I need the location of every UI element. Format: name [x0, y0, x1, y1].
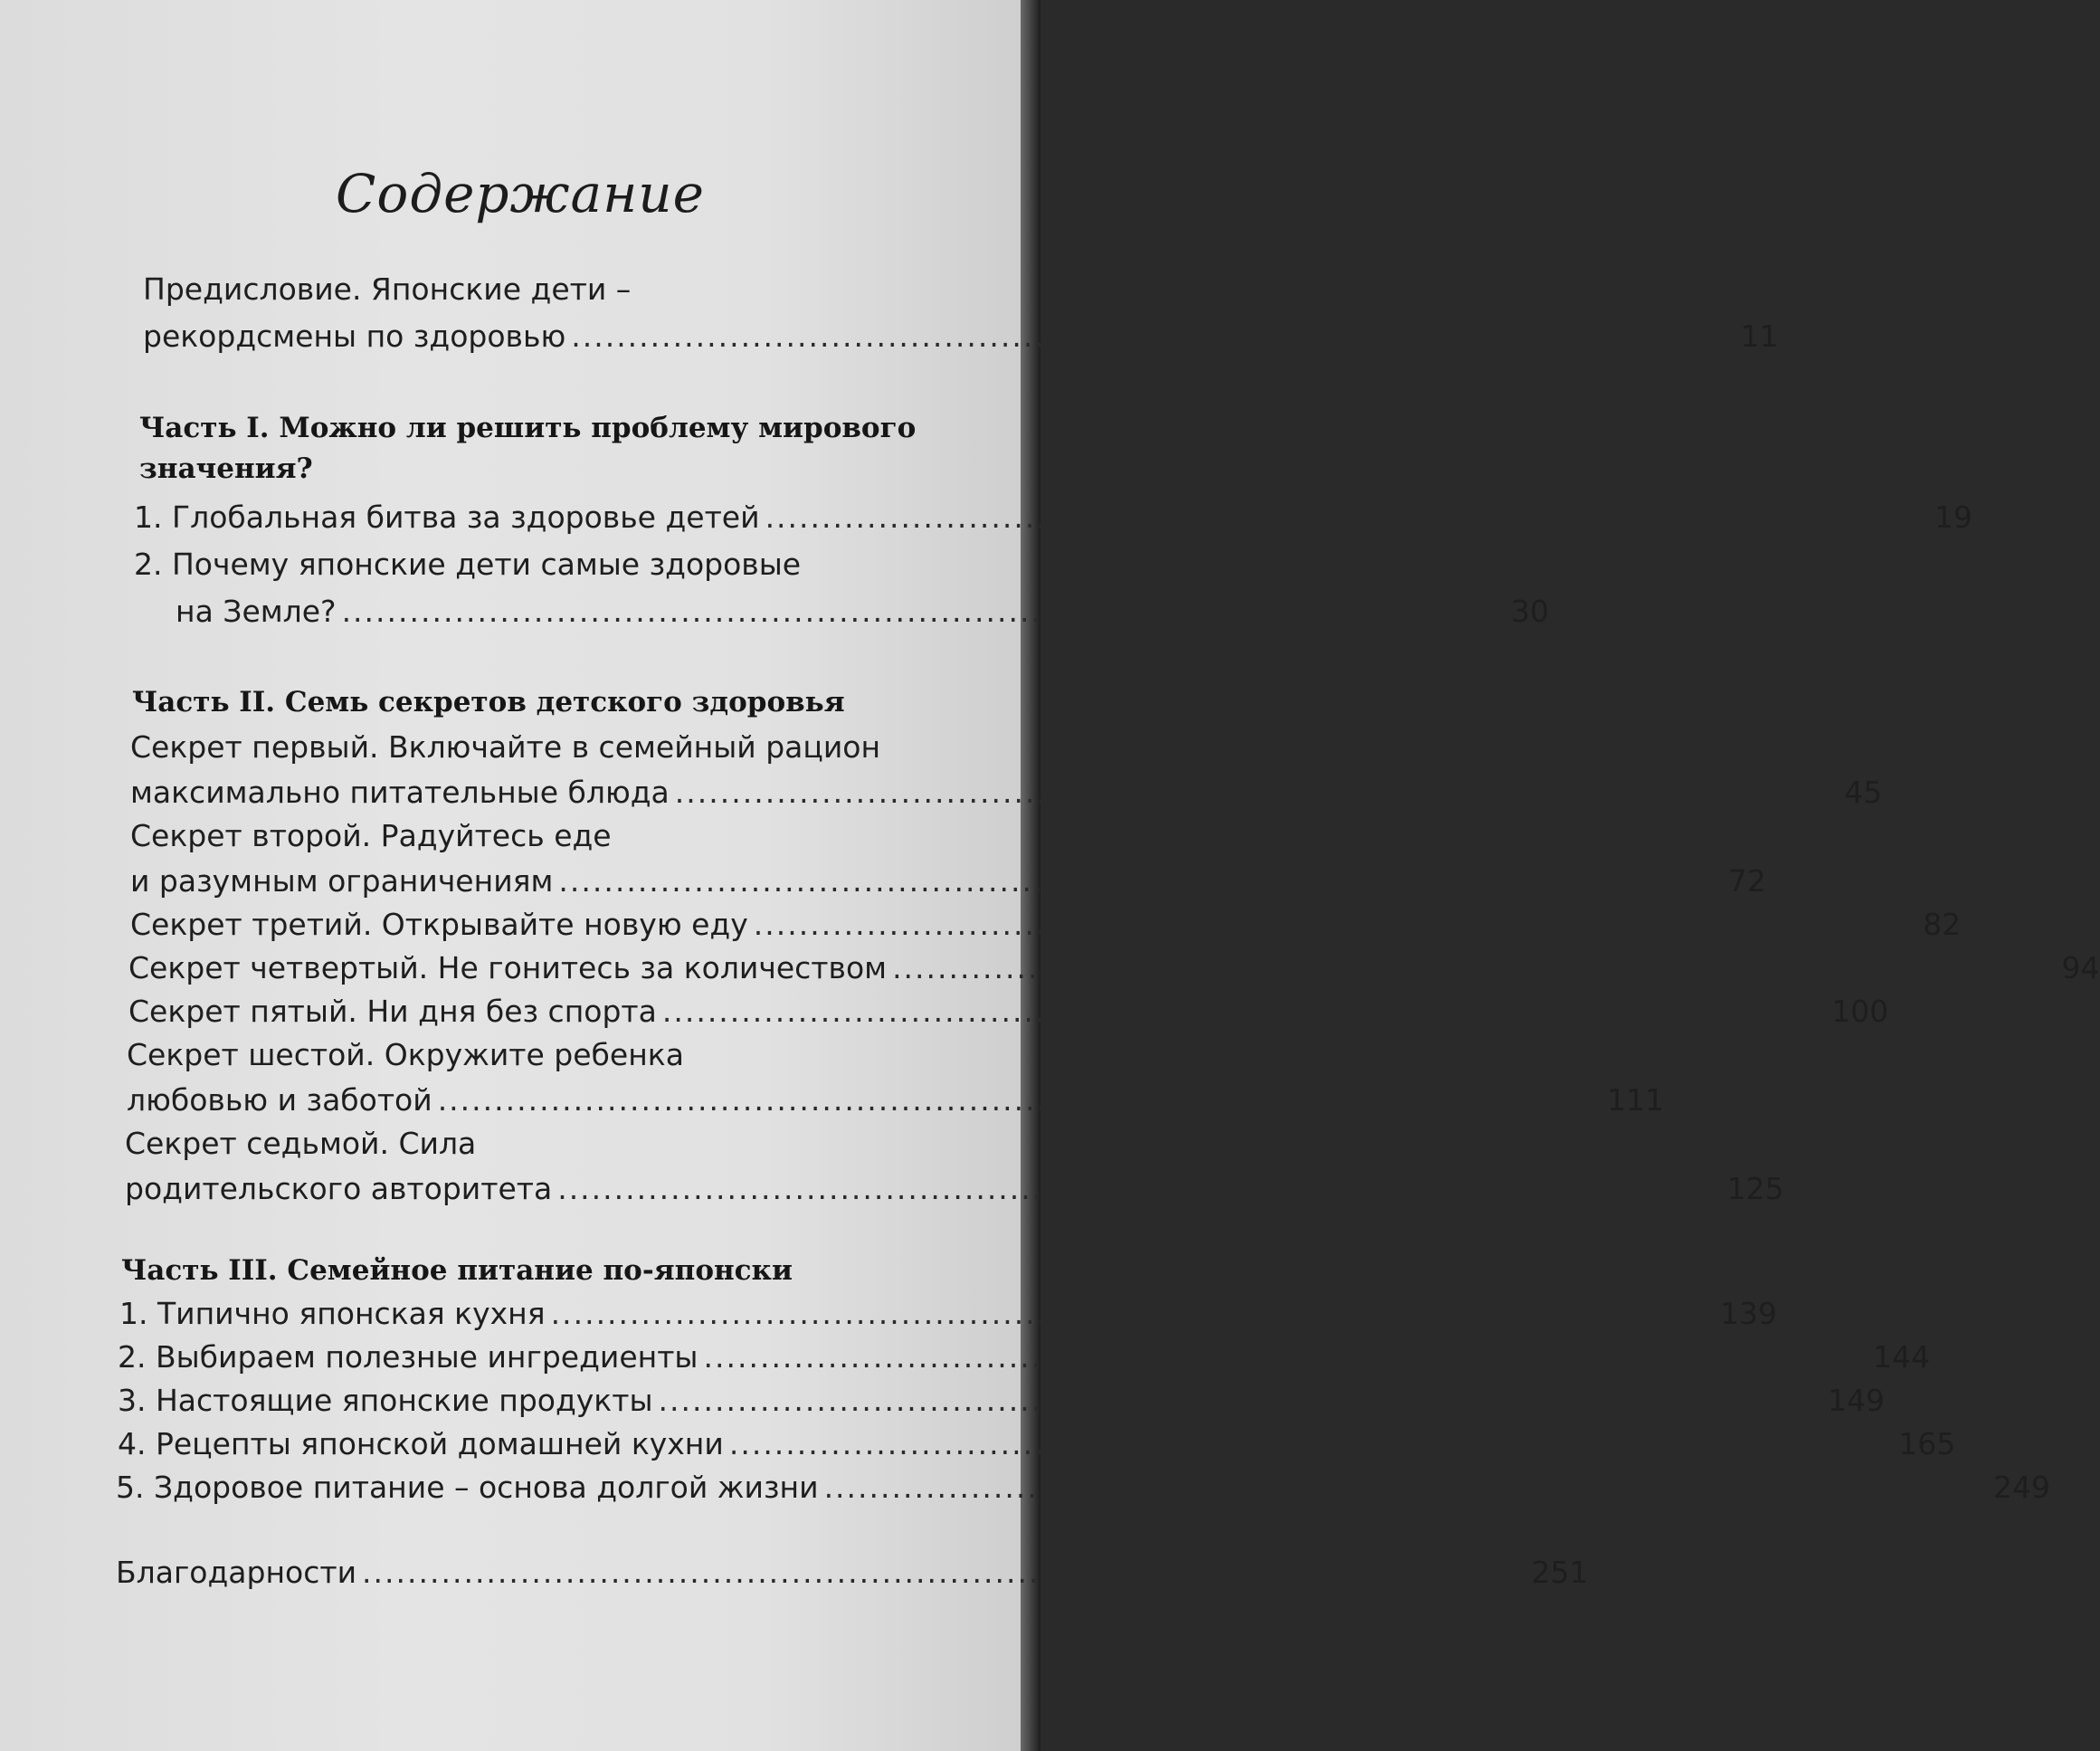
toc-entry-part1-1[interactable]: 1. Глобальная битва за здоровье детей ....................................................................................................... 19: [134, 500, 1973, 535]
toc-title: Содержание: [336, 163, 705, 224]
page-number: 30: [1511, 594, 1550, 629]
toc-entry-part3-2[interactable]: 2. Выбираем полезные ингредиенты ....................................................................................................... 144: [118, 1339, 1930, 1375]
toc-entry-secret-1-line1: Секрет первый. Включайте в семейный рацион: [130, 729, 881, 765]
page-number: 19: [1934, 500, 1973, 535]
page-number: 249: [1993, 1470, 2051, 1505]
toc-entry-secret-6-line1: Секрет шестой. Окружите ребенка: [127, 1037, 684, 1072]
toc-entry-secret-7-line1: Секрет седьмой. Сила: [125, 1126, 477, 1161]
page-number: 82: [1923, 907, 1962, 942]
toc-entry-secret-1[interactable]: максимально питательные блюда ....................................................................................................... 45: [130, 775, 1883, 810]
page-number: 251: [1531, 1555, 1589, 1590]
toc-entry-part3-1[interactable]: 1. Типично японская кухня ....................................................................................................... 139: [119, 1296, 1778, 1331]
toc-entry-part3-4[interactable]: 4. Рецепты японской домашней кухни ....................................................................................................... 165: [118, 1426, 1956, 1461]
toc-entry-preface[interactable]: рекордсмены по здоровью ....................................................................................................... 11: [143, 319, 1779, 354]
page-number: 111: [1607, 1082, 1665, 1118]
toc-entry-secret-4[interactable]: Секрет четвертый. Не гонитесь за количеством ....................................................................................................... 94: [128, 950, 2100, 985]
page-number: 100: [1831, 994, 1889, 1029]
toc-entry-secret-5[interactable]: Секрет пятый. Ни дня без спорта ....................................................................................................... 100: [128, 994, 1889, 1029]
toc-entry-acknowledgements[interactable]: Благодарности ....................................................................................................... 251: [116, 1555, 1589, 1590]
part-1-heading: Часть I. Можно ли решить проблему мирового: [139, 412, 917, 444]
page-number: 94: [2061, 950, 2100, 985]
part-3-heading: Часть III. Семейное питание по-японски: [121, 1254, 793, 1287]
toc-entry-part1-2-line1: 2. Почему японские дети самые здоровые: [134, 547, 802, 582]
toc-entry-part3-5[interactable]: 5. Здоровое питание – основа долгой жизни ....................................................................................................... 249: [116, 1470, 2051, 1505]
toc-entry-secret-7[interactable]: родительского авторитета ....................................................................................................... 125: [125, 1171, 1784, 1206]
toc-entry-secret-2-line1: Секрет второй. Радуйтесь еде: [130, 818, 612, 853]
page-number: 139: [1720, 1296, 1778, 1331]
part-2-heading: Часть II. Семь секретов детского здоровья: [132, 686, 845, 718]
toc-entry-part3-3[interactable]: 3. Настоящие японские продукты ....................................................................................................... 149: [118, 1383, 1885, 1418]
part-1-heading-line2: значения?: [139, 452, 313, 485]
page-number: 11: [1740, 319, 1779, 354]
page-number: 125: [1726, 1171, 1784, 1206]
toc-entry-secret-2[interactable]: и разумным ограничениям ....................................................................................................... 72: [130, 863, 1766, 899]
toc-entry-secret-6[interactable]: любовью и заботой ....................................................................................................... 111: [127, 1082, 1665, 1118]
page-number: 45: [1844, 775, 1883, 810]
toc-entry-secret-3[interactable]: Секрет третий. Открывайте новую еду ....................................................................................................... 82: [130, 907, 1962, 942]
toc-entry-preface-line1: Предисловие. Японские дети –: [143, 271, 632, 307]
page-number: 144: [1872, 1339, 1930, 1375]
page-number: 72: [1727, 863, 1766, 899]
page-number: 165: [1898, 1426, 1956, 1461]
toc-entry-part1-2[interactable]: на Земле? ....................................................................................................... 30: [176, 594, 1550, 629]
page-number: 149: [1827, 1383, 1885, 1418]
